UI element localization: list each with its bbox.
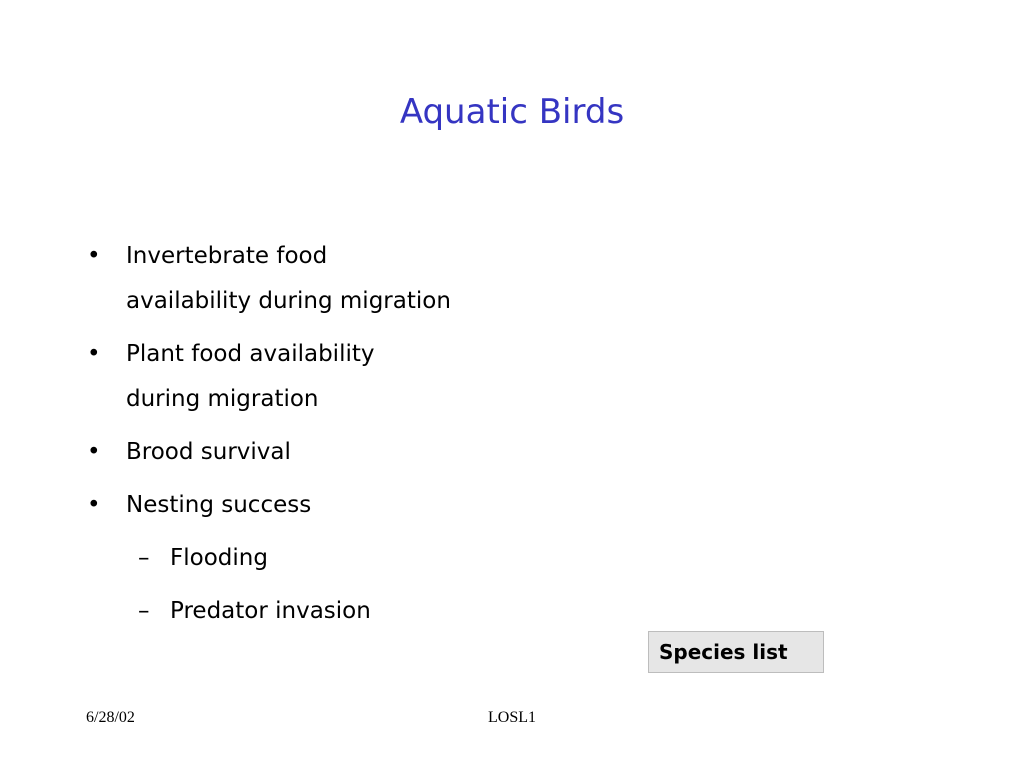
- bullet-text-line: Brood survival: [126, 439, 291, 465]
- bullet-text-line: availability during migration: [126, 288, 451, 314]
- footer-date: 6/28/02: [86, 709, 135, 726]
- sub-bullet-list: [126, 536, 646, 634]
- sub-bullet-predator-invasion: [126, 589, 646, 634]
- bullet-item-plant-food: [86, 332, 646, 422]
- bullet-text-line: Plant food availability: [126, 341, 375, 367]
- bullet-text-line: Nesting success: [126, 492, 312, 518]
- bullet-list: [86, 234, 646, 642]
- bullet-dot-icon: •: [87, 439, 101, 465]
- dash-icon: –: [138, 598, 150, 624]
- sub-bullet-text: Predator invasion: [170, 598, 371, 624]
- bullet-text-line: during migration: [126, 386, 319, 412]
- dash-icon: –: [138, 545, 150, 571]
- slide-title: Aquatic Birds: [399, 92, 625, 132]
- bullet-item-nesting-success: [86, 483, 646, 634]
- bullet-text-line: Invertebrate food: [126, 243, 328, 269]
- bullet-dot-icon: •: [87, 341, 101, 367]
- sub-bullet-text: Flooding: [170, 545, 268, 571]
- bullet-dot-icon: •: [87, 243, 101, 269]
- species-list-button[interactable]: Species list: [648, 631, 824, 673]
- footer-code: LOSL1: [488, 709, 536, 726]
- bullet-item-brood-survival: [86, 430, 646, 475]
- bullet-dot-icon: •: [87, 492, 101, 518]
- sub-bullet-flooding: [126, 536, 646, 581]
- bullet-item-invertebrate-food: [86, 234, 646, 324]
